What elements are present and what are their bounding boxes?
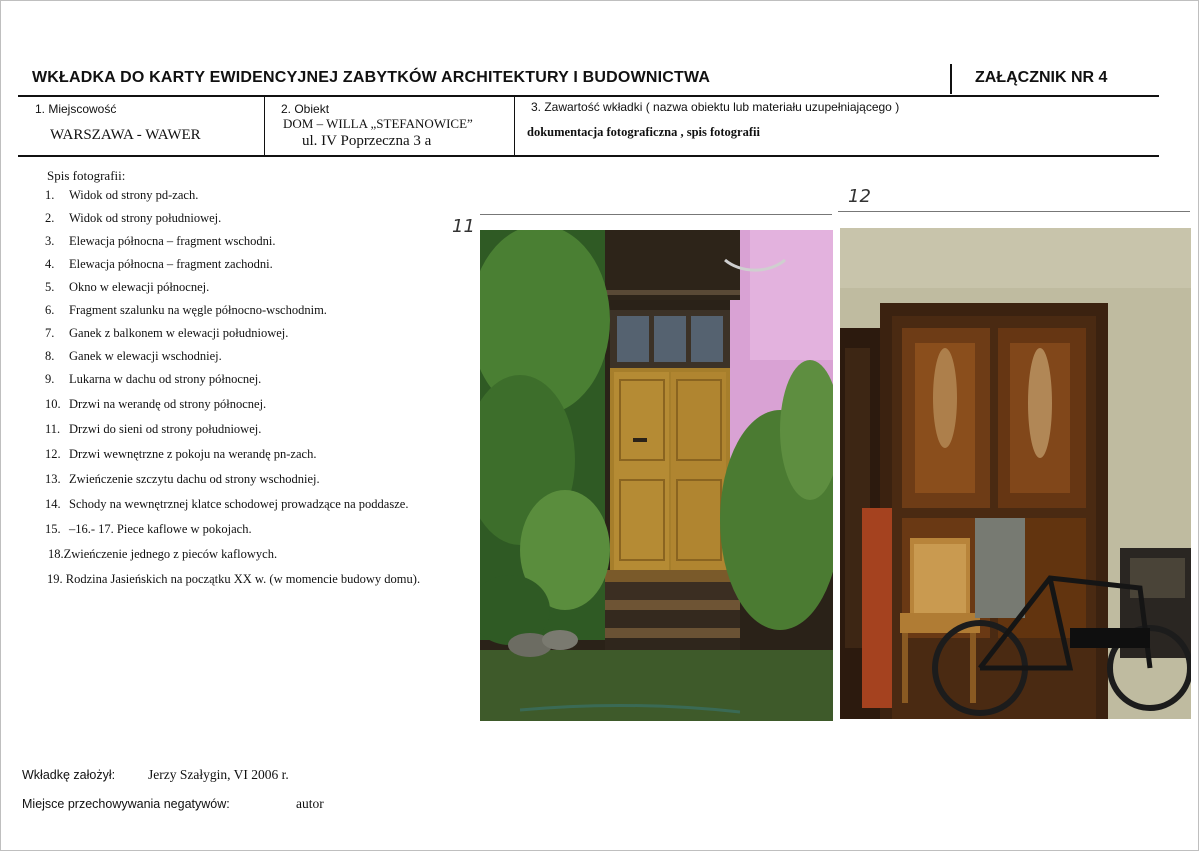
list-item: 4. Elewacja północna – fragment zachodni.: [45, 257, 273, 271]
created-by-value: Jerzy Szałygin, VI 2006 r.: [148, 767, 289, 782]
photo-left-rule: [480, 214, 832, 215]
object-line2: ul. IV Poprzeczna 3 a: [302, 133, 432, 149]
photo-entrance-door: [480, 230, 833, 721]
fields-rule: [18, 155, 1159, 157]
contents-label: 3. Zawartość wkładki ( nazwa obiektu lub materiału uzupełniającego ): [531, 100, 900, 114]
list-item: 14. Schody na wewnętrznej klatce schodowej prowadzące na poddasze.: [45, 497, 409, 511]
list-item: 2. Widok od strony południowej.: [45, 211, 222, 225]
list-item: 7. Ganek z balkonem w elewacji południowej.: [45, 326, 289, 340]
list-item: 19. Rodzina Jasieńskich na początku XX w. (w momencie budowy domu).: [47, 572, 421, 586]
photo-left-number: 11: [452, 216, 475, 237]
list-item: 3. Elewacja północna – fragment wschodni.: [45, 234, 276, 248]
list-item: 11. Drzwi do sieni od strony południowej.: [45, 422, 262, 436]
photo-right-rule: [838, 211, 1190, 212]
list-item: 13. Zwieńczenie szczytu dachu od strony wschodniej.: [45, 472, 320, 486]
photo-list-heading: Spis fotografii:: [47, 168, 126, 183]
locality-value: WARSZAWA - WAWER: [50, 127, 201, 143]
list-item: 1. Widok od strony pd-zach.: [45, 188, 199, 202]
list-item: 5. Okno w elewacji północnej.: [45, 280, 210, 294]
list-item: 15. –16.- 17. Piece kaflowe w pokojach.: [45, 522, 252, 536]
field-divider-1: [264, 96, 265, 156]
locality-label: 1. Miejscowość: [35, 102, 117, 116]
photo-interior-door: [840, 228, 1191, 719]
list-item: 8. Ganek w elewacji wschodniej.: [45, 349, 222, 363]
contents-value: dokumentacja fotograficzna , spis fotografii: [527, 125, 760, 139]
object-line1: DOM – WILLA „STEFANOWICE”: [283, 116, 473, 131]
list-item: 12. Drzwi wewnętrzne z pokoju na werandę pn-zach.: [45, 447, 317, 461]
photo-right-number: 12: [848, 186, 871, 207]
created-by-label: Wkładkę założył:: [22, 768, 116, 782]
header-rule: [18, 95, 1159, 97]
annex-label: ZAŁĄCZNIK NR 4: [975, 69, 1108, 86]
list-item: 9. Lukarna w dachu od strony północnej.: [45, 372, 262, 386]
storage-label: Miejsce przechowywania negatywów:: [22, 797, 230, 811]
list-item: 10. Drzwi na werandę od strony północnej.: [45, 397, 267, 411]
storage-value: autor: [296, 796, 324, 811]
object-label: 2. Obiekt: [281, 102, 330, 116]
list-item: 6. Fragment szalunku na węgle północno-wschodnim.: [45, 303, 327, 317]
field-divider-2: [514, 96, 515, 156]
document-title: WKŁADKA DO KARTY EWIDENCYJNEJ ZABYTKÓW ARCHITEKTURY I BUDOWNICTWA: [32, 69, 711, 86]
header-separator: [950, 64, 952, 94]
list-item: 18.Zwieńczenie jednego z pieców kaflowych.: [48, 547, 278, 561]
